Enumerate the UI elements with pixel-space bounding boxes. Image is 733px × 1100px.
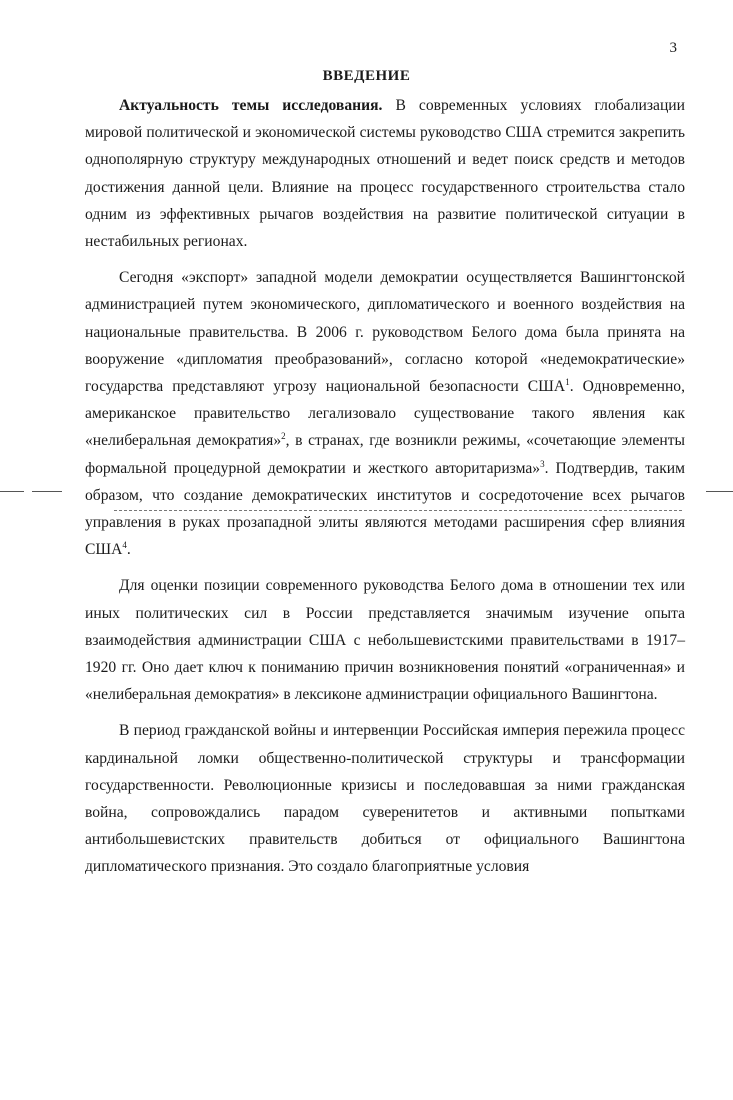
- paragraph-text: В современных условиях глобализации мировой политической и экономической системы руководство США стремится закрепить однополярную структуру международных отношений и ведет поиск средств и методов достижения данной цели. Влияние на процесс государственного строительства стало одним из эффективных рычагов воздействия на развитие политической ситуации в нестабильных регионах.: [85, 97, 685, 251]
- footnote-ref: 1: [565, 376, 570, 387]
- paragraph-text: Сегодня «экспорт» западной модели демократии осуществляется Вашингтонской администрацией путем экономического, дипломатического и военного воздействия на национальные правительства. В 2006 г. руководством Белого дома была принята на вооружение «дипломатия преобразований», согласно которой «недемократические» государства представляют угрозу национальной безопасности США: [85, 269, 685, 396]
- paragraph-text: .: [126, 541, 131, 559]
- paragraph-assessment: Для оценки позиции современного руководства Белого дома в отношении тех или иных политических сил в России представляется значимым изучение опыта взаимодействия администрации США с небольшевистскими правительствами в 1917–1920 гг. Оно дает ключ к пониманию причин возникновения понятий «ограниченная» и «нелиберальная демократия» в лексиконе администрации официального Вашингтона.: [85, 577, 685, 704]
- paragraph-export-democracy: [85, 264, 685, 563]
- paragraph-text: . Подтвердив, таким образом, что создание демократических институтов и сосредоточение всех рычагов управления в руках прозападной элиты являются методами расширения сфер влияния США: [85, 459, 686, 559]
- footnote-ref: 3: [540, 458, 545, 469]
- body-text: [85, 92, 685, 890]
- scan-artifact-left-2: [32, 491, 62, 492]
- paragraph-civil-war: В период гражданской войны и интервенции Российская империя пережила процесс кардинальной ломки общественно-политической структуры и трансформации государственности. Революционные кризисы и последовавшая за ними гражданская война, сопровождались парадом суверенитетов и активными попытками антибольшевистских правительств добиться от официального Вашингтона дипломатического признания. Это создало благоприятные условия: [85, 722, 685, 876]
- paragraph-lead: Актуальность темы исследования.: [119, 97, 383, 114]
- paragraph-text: . Одновременно, американское правительство легализовало существование такого явления как «нелиберальная демократия»: [85, 378, 685, 450]
- scan-artifact-right: [706, 491, 733, 492]
- page-title: ВВЕДЕНИЕ: [322, 68, 411, 84]
- page-number: 3: [669, 40, 677, 56]
- scan-artifact-left: [0, 491, 24, 492]
- paragraph-relevance: [85, 92, 685, 255]
- paragraph-text: , в странах, где возникли режимы, «сочетающие элементы формальной процедурной демократии и жесткого авторитаризма»: [85, 432, 685, 477]
- footnote-ref: 2: [281, 431, 286, 442]
- footnote-ref: 4: [122, 540, 127, 551]
